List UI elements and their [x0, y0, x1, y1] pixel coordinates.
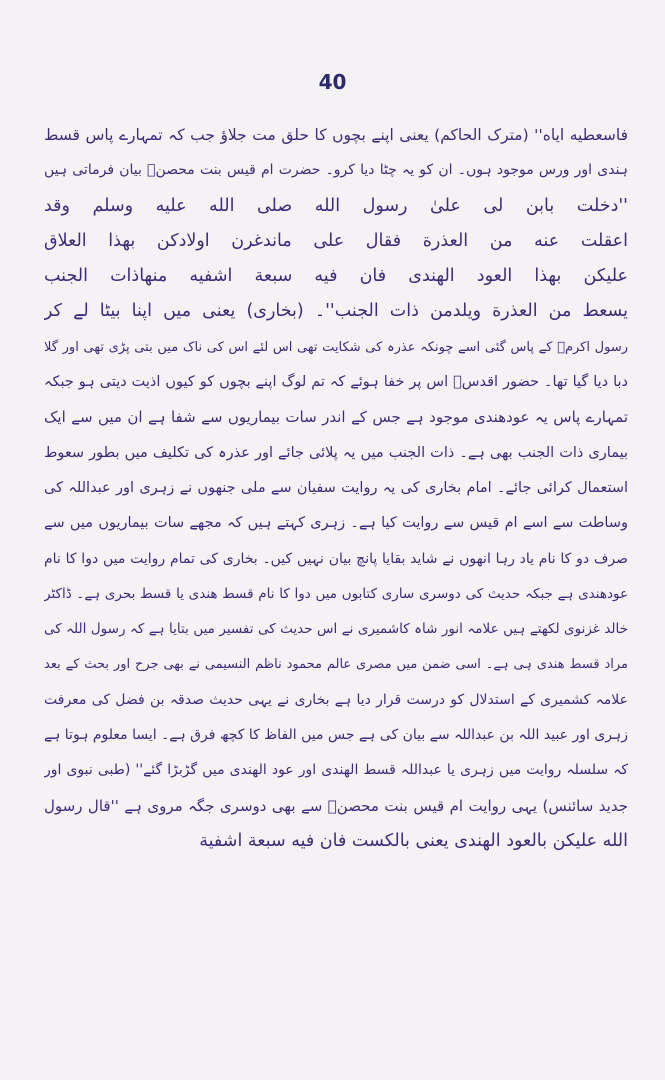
text-line: صرف دو کا نام یاد رہا انھوں نے شاید بقایا پانچ بیان نہیں کیں۔ بخاری کی تمام روایت میں دوا کا نام: [44, 550, 628, 567]
text-line: دبا دیا گیا تھا۔ حضور اقدسؐ اس پر خفا ہوئے کہ تم لوگ اپنے بچوں کو کیوں اذیت دیتی ہو جبکہ: [44, 374, 628, 391]
text-line: استعمال کرائی جائے۔ امام بخاری کی یہ روایت سفیان سے ملی جنھوں نے زہری اور عبداللہ کی: [44, 479, 628, 496]
text-line: کہ سلسلہ روایت میں زہری یا عبداللہ قسط الھندی اور عود الھندی میں گڑبڑا گئے'' (طبی نبوی اور: [44, 762, 628, 779]
text-line: ہندی اور ورس موجود ہوں۔ ان کو یہ چٹا دیا کرو۔ حضرت ام قیس بنت محصنؓ بیان فرماتی ہیں: [44, 162, 628, 179]
text-line: اعقلت عنه من العذرة فقال علی ماندغرن اولادکن بهذا العلاق: [44, 230, 628, 251]
text-line: وساطت سے اسے ام قیس سے روایت کیا ہے۔ زہری کہتے ہیں کہ مجھے سات بیماریوں میں سے: [44, 515, 628, 532]
text-line: عودھندی ہے جبکہ حدیث کی دوسری ساری کتابوں میں دوا کا نام قسط ھندی یا قسط بحری ہے۔ ڈاکٹر: [44, 585, 628, 602]
text-line: ''دخلت بابن لی علیٰ رسول الله صلی الله علیه وسلم وقد: [44, 195, 628, 216]
text-line: الله علیکن بالعود الهندی یعنی بالکست فان فیه سبعة اشفیة: [199, 830, 628, 851]
text-line: مراد قسط ھندی ہی ہے۔ اسی ضمن میں مصری عالم محمود ناظم النسیمی نے بھی جرح اور بحث کے بعد: [44, 657, 628, 673]
text-line: تمہارے پاس یہ عودھندی موجود ہے جس کے اندر سات بیماریوں سے شفا ہے ان میں سے ایک: [44, 408, 628, 427]
page-number: 40: [318, 70, 347, 94]
text-line: یسعط من العذرة ویلدمن ذات الجنب''۔ (بخاری) یعنی میں اپنا بیٹا لے کر: [44, 301, 628, 322]
text-line: جدید سائنس) یہی روایت ام قیس بنت محصنؓ سے بھی دوسری جگہ مروی ہے ''قال رسول: [44, 796, 628, 815]
text-line: فاسعطيه اياه'' (مترک الحاکم) یعنی اپنے بچوں کا حلق مت جلاؤ جب کہ تمہارے پاس قسط: [44, 126, 628, 144]
text-line: علامہ کشمیری کے استدلال کو درست قرار دیا ہے بخاری نے یہی حدیث صدقہ بن فضل کی معرفت: [44, 691, 628, 708]
body-text: [44, 118, 628, 859]
text-line: رسول اکرمؐ کے پاس گئی اسے چونکہ عذرہ کی شکایت تھی اس لئے اس کی ناک میں بتی پڑی تھی اور گلا: [44, 339, 628, 355]
text-line: بیماری ذات الجنب بھی ہے۔ ذات الجنب میں یہ پلائی جائے اور عذرہ کی تکلیف میں بطور سعوط: [44, 444, 628, 461]
text-line: علیکن بهذا العود الهندی فان فیه سبعة اشفیه منهاذات الجنب: [44, 266, 628, 287]
text-line: زہری اور عبید اللہ بن عبداللہ سے بیان کی ہے جس میں الفاظ کا کچھ فرق ہے۔ ایسا معلوم ہوتا ہے: [44, 727, 628, 744]
text-line: خالد غزنوی لکھتے ہیں علامہ انور شاہ کاشمیری نے اس حدیث کی تفسیر میں بتایا ہے کہ رسول اللہ کی: [44, 621, 628, 638]
